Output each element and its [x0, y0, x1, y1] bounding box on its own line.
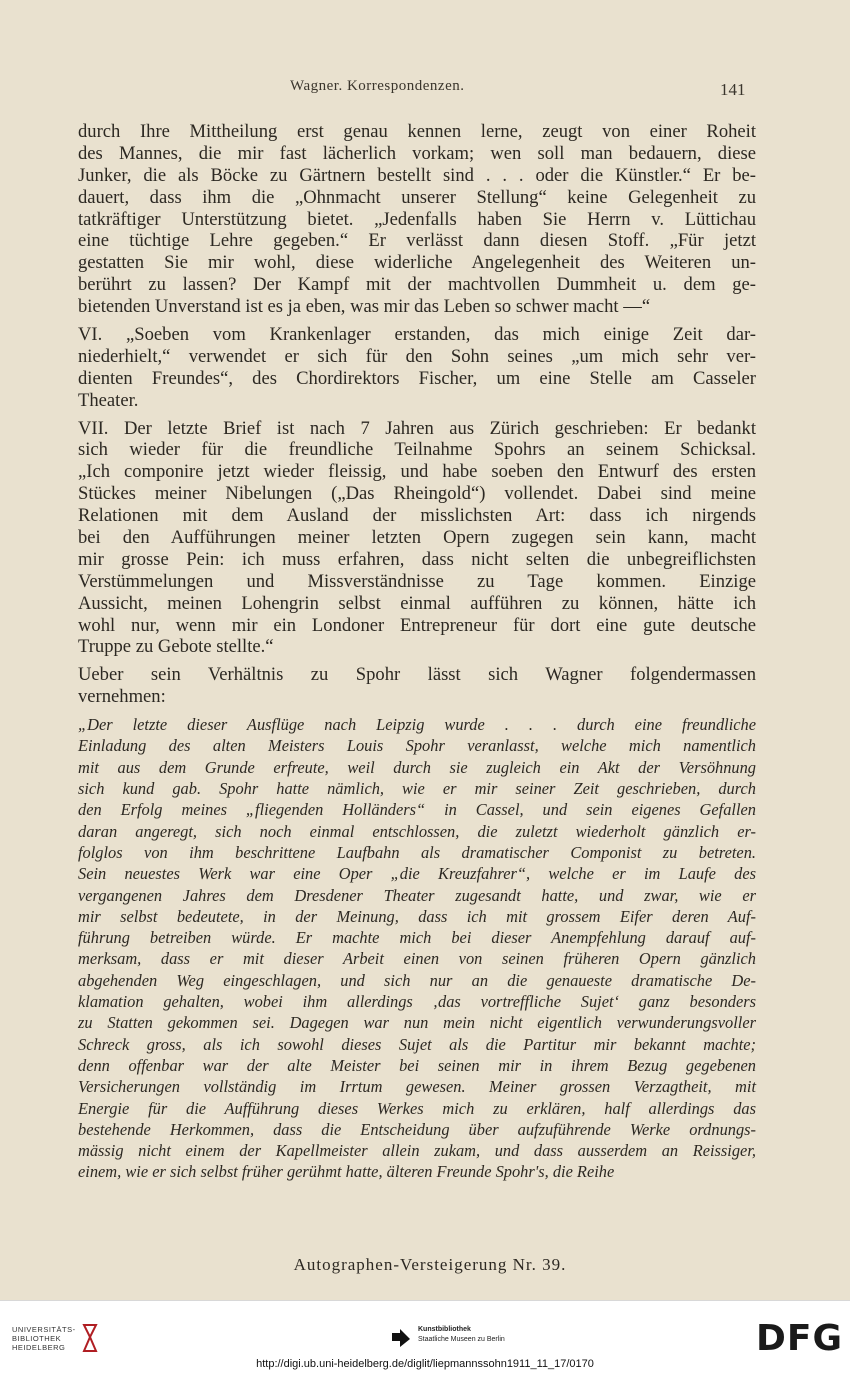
text-line: Einladung des alten Meisters Louis Spohr veranlasst, welche mich namentlich: [78, 736, 756, 756]
text-line: dauert, dass ihm die „Ohnmacht unserer Stellung“ keine Gelegenheit zu: [78, 186, 756, 208]
text-line: gestatten Sie mir wohl, diese widerliche Angelegenheit des Weiteren un-: [78, 252, 756, 274]
text-line: vergangenen Jahres dem Dresdener Theater zugesandt hatte, und zwar, wie er: [78, 885, 756, 905]
paragraph: [78, 121, 756, 318]
text-line: mir grosse Pein: ich muss erfahren, dass nicht selten die unbegreiflichsten: [78, 548, 756, 570]
permalink-url[interactable]: http://digi.ub.uni-heidelberg.de/diglit/liepmannssohn1911_11_17/0170: [256, 1358, 594, 1370]
text-line: Theater.: [78, 389, 139, 411]
kb-subtitle: Staatliche Museen zu Berlin: [418, 1336, 505, 1343]
text-line: bei den Aufführungen meiner letzten Opern zugegen sein kann, macht: [78, 527, 756, 549]
kunstbibliothek-logo-icon: [390, 1327, 412, 1349]
university-library-label: [12, 1325, 76, 1352]
body-text: [78, 121, 756, 1183]
text-line: sich wieder für die freundliche Teilnahme Spohrs an seinem Schicksal.: [78, 439, 756, 461]
page-number: 141: [720, 80, 746, 99]
text-line: sich kund gab. Spohr hatte nämlich, wie er mir seiner Zeit geschrieben, durch: [78, 779, 756, 799]
paragraph: [78, 324, 756, 412]
catalog-line: Autographen-Versteigerung Nr. 39.: [293, 1255, 567, 1274]
paragraph: [78, 664, 756, 708]
text-line: bestehende Herkommen, dass die Entscheidung über aufzuführende Werke ordnungs-: [78, 1119, 756, 1139]
text-line: des Mannes, die mir fast lächerlich vorkam; wen soll man bedauern, diese: [78, 142, 756, 164]
text-line: Verstümmelungen und Missverständnisse zu Tage kommen. Einzige: [78, 570, 756, 592]
running-title: Wagner. Korrespondenzen.: [290, 78, 465, 94]
text-line: zu Statten gekommen sei. Dagegen war nun mein nicht eigentlich verwunderungsvoller: [78, 1013, 756, 1033]
text-line: dienten Freundes“, des Chordirektors Fischer, um eine Stelle am Casseler: [78, 367, 756, 389]
text-line: tatkräftiger Unterstützung bietet. „Jedenfalls haben Sie Herrn v. Lüttichau: [78, 208, 756, 230]
text-line: daran angeregt, sich noch einmal entschlossen, die zuletzt wiederholt gänzlich er-: [78, 821, 756, 841]
dfg-logo: DFG: [756, 1318, 844, 1359]
text-line: Schreck gross, als ich sowohl dieses Sujet als die Partitur mir bekannt machte;: [78, 1034, 756, 1054]
kunstbibliothek-label: [418, 1325, 505, 1345]
catalog-footer: [0, 1255, 850, 1275]
text-line: den Erfolg meines „fliegenden Holländers“ in Cassel, und sein eigenes Gefallen: [78, 800, 756, 820]
quotation-block: [78, 714, 756, 1183]
text-line: mir selbst bedeutete, in der Meinung, dass ich mit grossem Eifer deren Auf-: [78, 906, 756, 926]
text-line: VI. „Soeben vom Krankenlager erstanden, das mich einige Zeit dar-: [78, 324, 756, 346]
university-logo-icon: [80, 1323, 100, 1353]
text-line: Sein neuestes Werk war eine Oper „die Kreuzfahrer“, welche er im Laufe des: [78, 864, 756, 884]
uni-line: BIBLIOTHEK: [12, 1334, 62, 1343]
text-line: abgehenden Weg eingeschlagen, und sich nur an die genaueste dramatische De-: [78, 970, 756, 990]
running-head: [0, 70, 850, 100]
uni-line: HEIDELBERG: [12, 1343, 66, 1352]
text-line: merksam, dass er mit dieser Arbeit einen von seinen früheren Opern gänzlich: [78, 949, 756, 969]
text-line: vernehmen:: [78, 686, 166, 708]
text-line: mit aus dem Grunde erfreute, weil durch sie zugleich ein Akt der Versöhnung: [78, 757, 756, 777]
text-line: niederhielt,“ verwendet er sich für den Sohn seines „um mich sehr ver-: [78, 345, 756, 367]
text-line: berührt zu lassen? Der Kampf mit der machtvollen Dummheit u. dem ge-: [78, 274, 756, 296]
text-line: Versicherungen vollständig im Irrtum gewesen. Meiner grossen Verzagtheit, mit: [78, 1077, 756, 1097]
text-line: wohl nur, wenn mir ein Londoner Entrepreneur für dort eine gute deutsche: [78, 614, 756, 636]
uni-line: UNIVERSITÄTS-: [12, 1325, 76, 1334]
text-line: folglos von ihm beschrittene Laufbahn als dramatischer Componist zu betreten.: [78, 842, 756, 862]
text-line: VII. Der letzte Brief ist nach 7 Jahren aus Zürich geschrieben: Er bedankt: [78, 417, 756, 439]
text-line: Stückes meiner Nibelungen („Das Rheingold“) vollendet. Dabei sind meine: [78, 483, 756, 505]
text-line: denn offenbar war der alte Meister bei seinen mir in ihrem Bezug gegebenen: [78, 1055, 756, 1075]
text-line: Truppe zu Gebote stellte.“: [78, 636, 274, 658]
text-line: durch Ihre Mittheilung erst genau kennen lerne, zeugt von einer Roheit: [78, 121, 756, 142]
text-line: Ueber sein Verhältnis zu Spohr lässt sich Wagner folgendermassen: [78, 664, 756, 686]
text-line: „Der letzte dieser Ausflüge nach Leipzig wurde . . . durch eine freundliche: [78, 715, 756, 735]
text-line: Aussicht, meinen Lohengrin selbst einmal aufführen zu können, hätte ich: [78, 592, 756, 614]
text-line: „Ich componire jetzt wieder fleissig, und habe soeben den Entwurf des ersten: [78, 461, 756, 483]
text-line: einem, wie er sich selbst früher gerühmt hatte, älteren Freunde Spohr's, die Reihe: [78, 1162, 615, 1182]
text-line: klamation gehalten, wobei ihm allerdings ‚das vortreffliche Sujet‘ ganz besonders: [78, 992, 756, 1012]
kb-title: Kunstbibliothek: [418, 1326, 471, 1333]
text-line: bietenden Unverstand ist es ja eben, was mir das Leben so schwer macht —“: [78, 296, 651, 318]
paragraph: [78, 418, 756, 659]
text-line: Relationen mit dem Ausland der misslichsten Art: dass ich nirgends: [78, 505, 756, 527]
text-line: eine tüchtige Lehre gegeben.“ Er verlässt dann diesen Stoff. „Für jetzt: [78, 230, 756, 252]
text-line: führung betreiben würde. Er machte mich bei dieser Anempfehlung darauf auf-: [78, 928, 756, 948]
text-line: Junker, die als Böcke zu Gärtnern bestellt sind . . . oder die Künstler.“ Er be-: [78, 164, 756, 186]
text-line: mässig nicht einem der Kapellmeister allein zukam, und dass ausserdem an Reissiger,: [78, 1141, 756, 1161]
text-line: Energie für die Aufführung dieses Werkes mich zu erklären, half allerdings das: [78, 1098, 756, 1118]
